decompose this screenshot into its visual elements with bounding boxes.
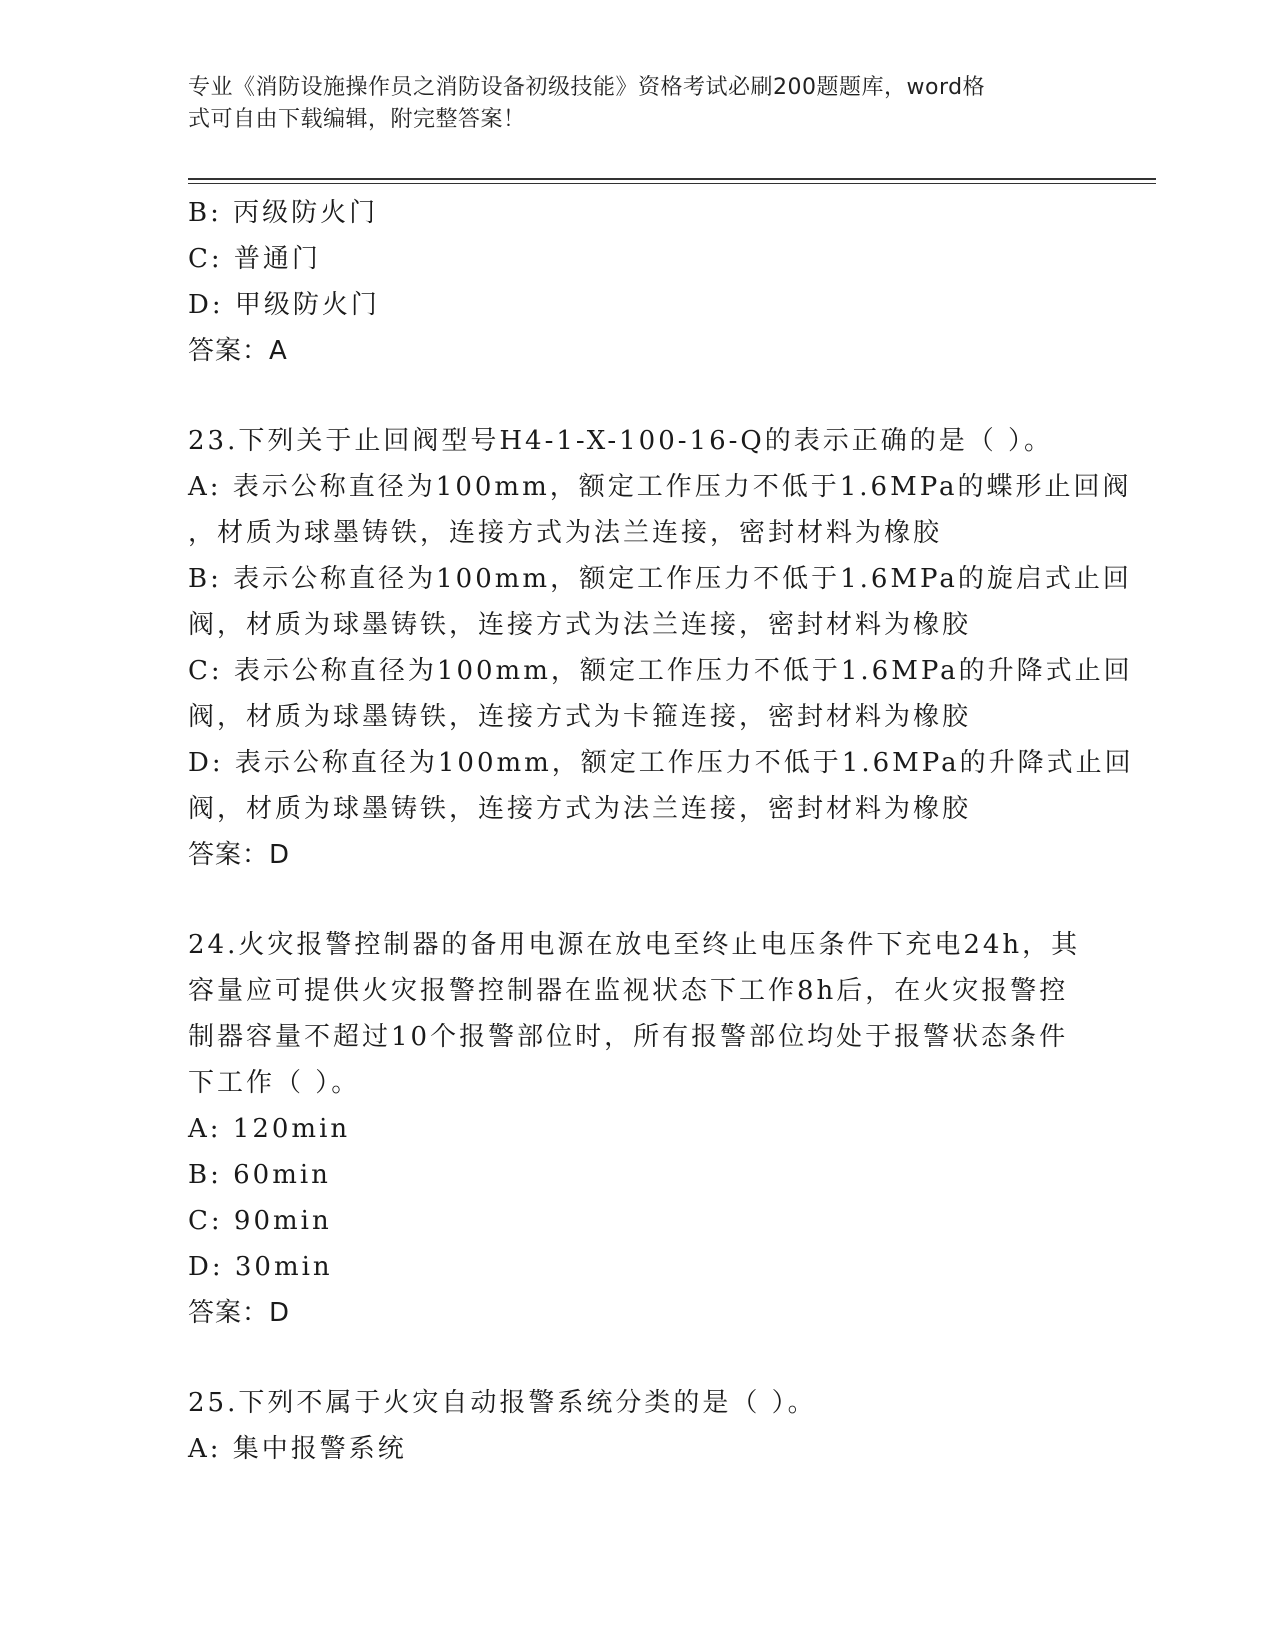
spacer xyxy=(188,374,1088,418)
q23-option-a-line-1: A: 表示公称直径为100mm，额定工作压力不低于1.6MPa的蝶形止回阀 xyxy=(188,472,1132,502)
question-25 xyxy=(188,1380,1088,1472)
spacer xyxy=(188,878,1088,922)
question-content xyxy=(188,190,1134,1472)
q24-stem-line-3: 制器容量不超过10个报警部位时，所有报警部位均处于报警状态条件 xyxy=(188,1022,1069,1052)
header-divider-thin xyxy=(188,183,1156,184)
q23-option-b-line-2: 阀，材质为球墨铸铁，连接方式为法兰连接，密封材料为橡胶 xyxy=(188,610,972,640)
q23-option-c-line-1: C: 表示公称直径为100mm，额定工作压力不低于1.6MPa的升降式止回 xyxy=(188,656,1133,686)
q24-answer: 答案：D xyxy=(188,1298,291,1328)
q23-stem: 23.下列关于止回阀型号H4-1-X-100-16-Q的表示正确的是（ ）。 xyxy=(188,426,1053,456)
header-line-1: 专业《消防设施操作员之消防设备初级技能》资格考试必刷200题题库，word格 xyxy=(188,75,986,100)
q23-option-d-line-1: D: 表示公称直径为100mm，额定工作压力不低于1.6MPa的升降式止回 xyxy=(188,748,1134,778)
q23-option-b-line-1: B: 表示公称直径为100mm，额定工作压力不低于1.6MPa的旋启式止回 xyxy=(188,564,1132,594)
q23-answer: 答案：D xyxy=(188,840,291,870)
q24-stem-line-2: 容量应可提供火灾报警控制器在监视状态下工作8h后，在火灾报警控 xyxy=(188,976,1069,1006)
spacer xyxy=(188,1336,1088,1380)
q22-answer: 答案：A xyxy=(188,336,288,366)
q22-option-b: B: 丙级防火门 xyxy=(188,198,379,228)
q24-option-c: C: 90min xyxy=(188,1206,332,1236)
q23-option-d-line-2: 阀，材质为球墨铸铁，连接方式为法兰连接，密封材料为橡胶 xyxy=(188,794,972,824)
q25-stem: 25.下列不属于火灾自动报警系统分类的是（ ）。 xyxy=(188,1388,817,1418)
question-24 xyxy=(188,922,1088,1336)
q24-stem-line-1: 24.火灾报警控制器的备用电源在放电至终止电压条件下充电24h，其 xyxy=(188,930,1081,960)
q22-option-d: D: 甲级防火门 xyxy=(188,290,380,320)
q23-option-c-line-2: 阀，材质为球墨铸铁，连接方式为卡箍连接，密封材料为橡胶 xyxy=(188,702,972,732)
q22-option-c: C: 普通门 xyxy=(188,244,321,274)
header-line-2: 式可自由下载编辑，附完整答案！ xyxy=(188,107,526,132)
q24-option-a: A: 120min xyxy=(188,1114,351,1144)
q24-stem-line-4: 下工作（ ）。 xyxy=(188,1068,361,1098)
header-divider-thick xyxy=(188,178,1156,180)
document-header xyxy=(188,72,1088,136)
question-22-tail xyxy=(188,190,1088,374)
q24-option-d: D: 30min xyxy=(188,1252,333,1282)
q25-option-a: A: 集中报警系统 xyxy=(188,1434,407,1464)
q23-option-a-line-2: ，材质为球墨铸铁，连接方式为法兰连接，密封材料为橡胶 xyxy=(188,518,943,548)
question-23 xyxy=(188,418,1134,878)
q24-option-b: B: 60min xyxy=(188,1160,331,1190)
